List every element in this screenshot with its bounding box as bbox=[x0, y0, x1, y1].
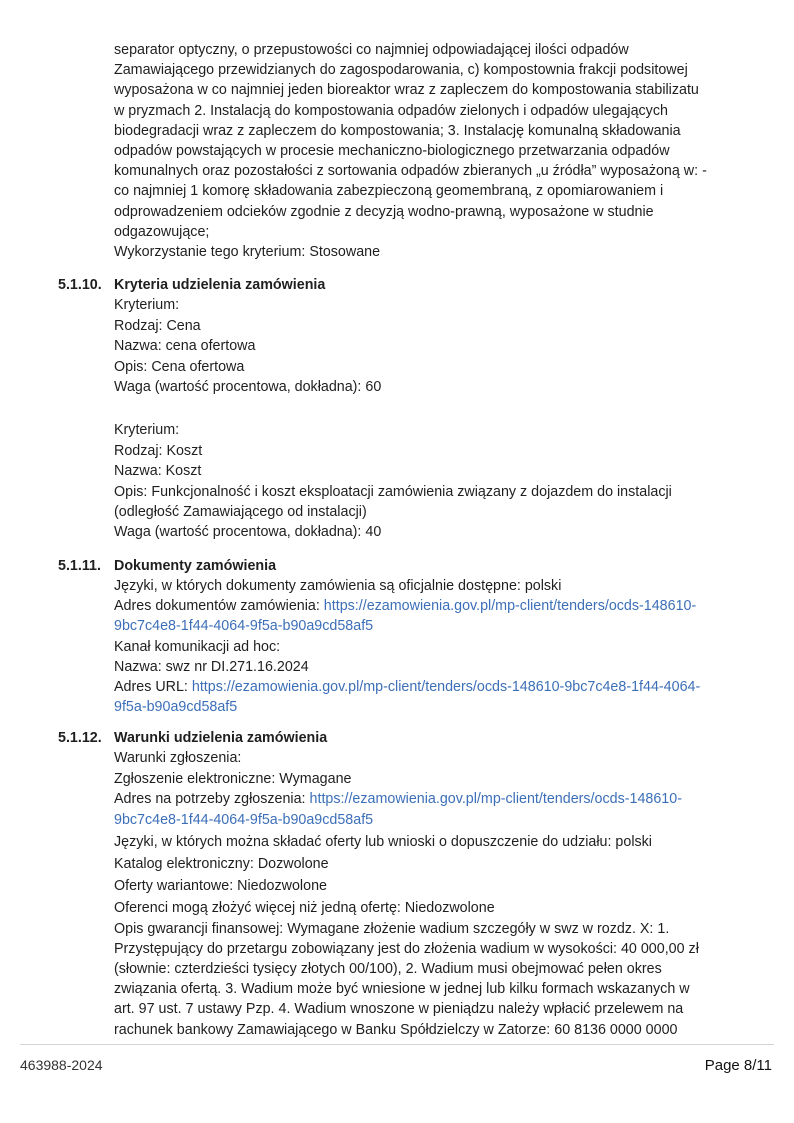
footer-document-id: 463988-2024 bbox=[20, 1057, 103, 1073]
footer-divider bbox=[20, 1044, 774, 1045]
channel-url-link[interactable]: 9f5a-b90a9cd58af5 bbox=[114, 699, 238, 716]
guarantee-line: związania ofertą. 3. Wadium może być wniesione w jednej lub kilku formach wskazanych w bbox=[114, 981, 690, 998]
document-languages: Języki, w których dokumenty zamówienia są oficjalnie dostępne: polski bbox=[114, 578, 562, 594]
section-number: 5.1.12. bbox=[58, 730, 102, 746]
submission-languages: Języki, w których można składać oferty lub wnioski o dopuszczenie do udziału: polski bbox=[114, 833, 652, 850]
submission-address-link[interactable]: 9bc7c4e8-1f44-4064-9f5a-b90a9cd58af5 bbox=[114, 811, 374, 828]
criterion-label: Kryterium: bbox=[114, 422, 180, 438]
guarantee-line: Opis gwarancji finansowej: Wymagane złożenie wadium szczegóły w swz w rozdz. X: 1. bbox=[114, 920, 670, 937]
section-title-procurement-documents: Dokumenty zamówienia bbox=[114, 558, 277, 574]
documents-address-link[interactable]: 9bc7c4e8-1f44-4064-9f5a-b90a9cd58af5 bbox=[114, 618, 374, 635]
guarantee-line: rachunek bankowy Zamawiającego w Banku Spółdzielczy w Zatorze: 60 8136 0000 0000 bbox=[114, 1021, 678, 1038]
procurement-documents bbox=[114, 576, 754, 717]
channel-url-link[interactable]: https://ezamowienia.gov.pl/mp-client/tenders/ocds-148610-9bc7c4e8-1f44-4064- bbox=[191, 679, 701, 696]
intro-line: odprowadzeniem odcieków zgodnie z decyzją wodno-prawną, wyposażone w studnie bbox=[114, 203, 654, 220]
documents-address-link[interactable]: https://ezamowienia.gov.pl/mp-client/tenders/ocds-148610- bbox=[323, 598, 697, 615]
guarantee-line: art. 97 ust. 7 ustawy Pzp. 4. Wadium wnoszone w pieniądzu należy wpłacić przelewem na bbox=[114, 1001, 684, 1018]
criterion-label: Kryterium: bbox=[114, 297, 180, 313]
intro-line: Zamawiającego przewidzianych do zagospodarowania, c) kompostownia frakcji podsitowej bbox=[114, 62, 688, 79]
award-conditions bbox=[114, 748, 754, 1040]
section-number: 5.1.10. bbox=[58, 277, 102, 293]
intro-line: biodegradacji wraz z zapleczem do kompostowania; 3. Instalację komunalną składowania bbox=[114, 122, 681, 139]
variant-offers: Oferty wariantowe: Niedozwolone bbox=[114, 878, 327, 895]
criterion-cost bbox=[114, 420, 754, 542]
intro-line: komunalnych oraz pozostałości z sortowania odpadów zbieranych „u źródła” wyposażoną w: - bbox=[114, 163, 707, 180]
submission-address-label: Adres na potrzeby zgłoszenia: bbox=[114, 791, 310, 808]
criterion-usage: Wykorzystanie tego kryterium: Stosowane bbox=[114, 244, 381, 260]
criterion-weight: Waga (wartość procentowa, dokładna): 40 bbox=[114, 524, 382, 541]
criterion-description: (odległość Zamawiającego od instalacji) bbox=[114, 503, 367, 520]
adhoc-channel-label: Kanał komunikacji ad hoc: bbox=[114, 638, 281, 655]
intro-paragraph bbox=[114, 40, 754, 242]
criterion-type: Rodzaj: Cena bbox=[114, 318, 201, 335]
section-title-award-conditions: Warunki udzielenia zamówienia bbox=[114, 730, 328, 746]
criterion-price bbox=[114, 295, 754, 397]
channel-url-label: Adres URL: bbox=[114, 679, 192, 696]
criterion-name: Nazwa: cena ofertowa bbox=[114, 338, 256, 355]
criterion-description: Opis: Cena ofertowa bbox=[114, 358, 245, 375]
guarantee-line: (słownie: czterdzieści tysięcy złotych 00/100), 2. Wadium musi obejmować pełen okres bbox=[114, 961, 662, 978]
intro-line: odpadów powstających w procesie mechaniczno-biologicznego przetwarzania odpadów bbox=[114, 143, 670, 160]
intro-line: co najmniej 1 komorę składowania zabezpieczoną geomembraną, z opomiarowaniem i bbox=[114, 183, 664, 200]
criterion-type: Rodzaj: Koszt bbox=[114, 443, 203, 460]
intro-line: w pryzmach 2. Instalacją do kompostowania odpadów zielonych i odpadów ulegających bbox=[114, 102, 668, 119]
intro-line: separator optyczny, o przepustowości co najmniej odpowiadającej ilości odpadów bbox=[114, 42, 629, 58]
guarantee-line: Przystępujący do przetargu zobowiązany jest do złożenia wadium w wysokości: 40 000,00 zł bbox=[114, 940, 699, 957]
criterion-description: Opis: Funkcjonalność i koszt eksploatacji zamówienia związany z dojazdem do instalacji bbox=[114, 483, 672, 500]
documents-address-label: Adres dokumentów zamówienia: bbox=[114, 598, 324, 615]
electronic-submission: Zgłoszenie elektroniczne: Wymagane bbox=[114, 771, 352, 788]
submission-address-link[interactable]: https://ezamowienia.gov.pl/mp-client/tenders/ocds-148610- bbox=[309, 791, 682, 808]
multiple-offers: Oferenci mogą złożyć więcej niż jedną ofertę: Niedozwolone bbox=[114, 900, 495, 917]
channel-name: Nazwa: swz nr DI.271.16.2024 bbox=[114, 658, 309, 675]
intro-line: wyposażona w co najmniej jeden bioreaktor wraz z zapleczem do kompostowania stabilizatu bbox=[114, 82, 699, 99]
section-title-award-criteria: Kryteria udzielenia zamówienia bbox=[114, 277, 326, 293]
footer-page-number: Page 8/11 bbox=[704, 1057, 772, 1074]
section-number: 5.1.11. bbox=[58, 558, 101, 574]
criterion-name: Nazwa: Koszt bbox=[114, 463, 202, 480]
submission-conditions-label: Warunki zgłoszenia: bbox=[114, 750, 242, 766]
criterion-weight: Waga (wartość procentowa, dokładna): 60 bbox=[114, 378, 382, 395]
intro-line: odgazowujące; bbox=[114, 223, 210, 240]
electronic-catalog: Katalog elektroniczny: Dozwolone bbox=[114, 856, 329, 873]
